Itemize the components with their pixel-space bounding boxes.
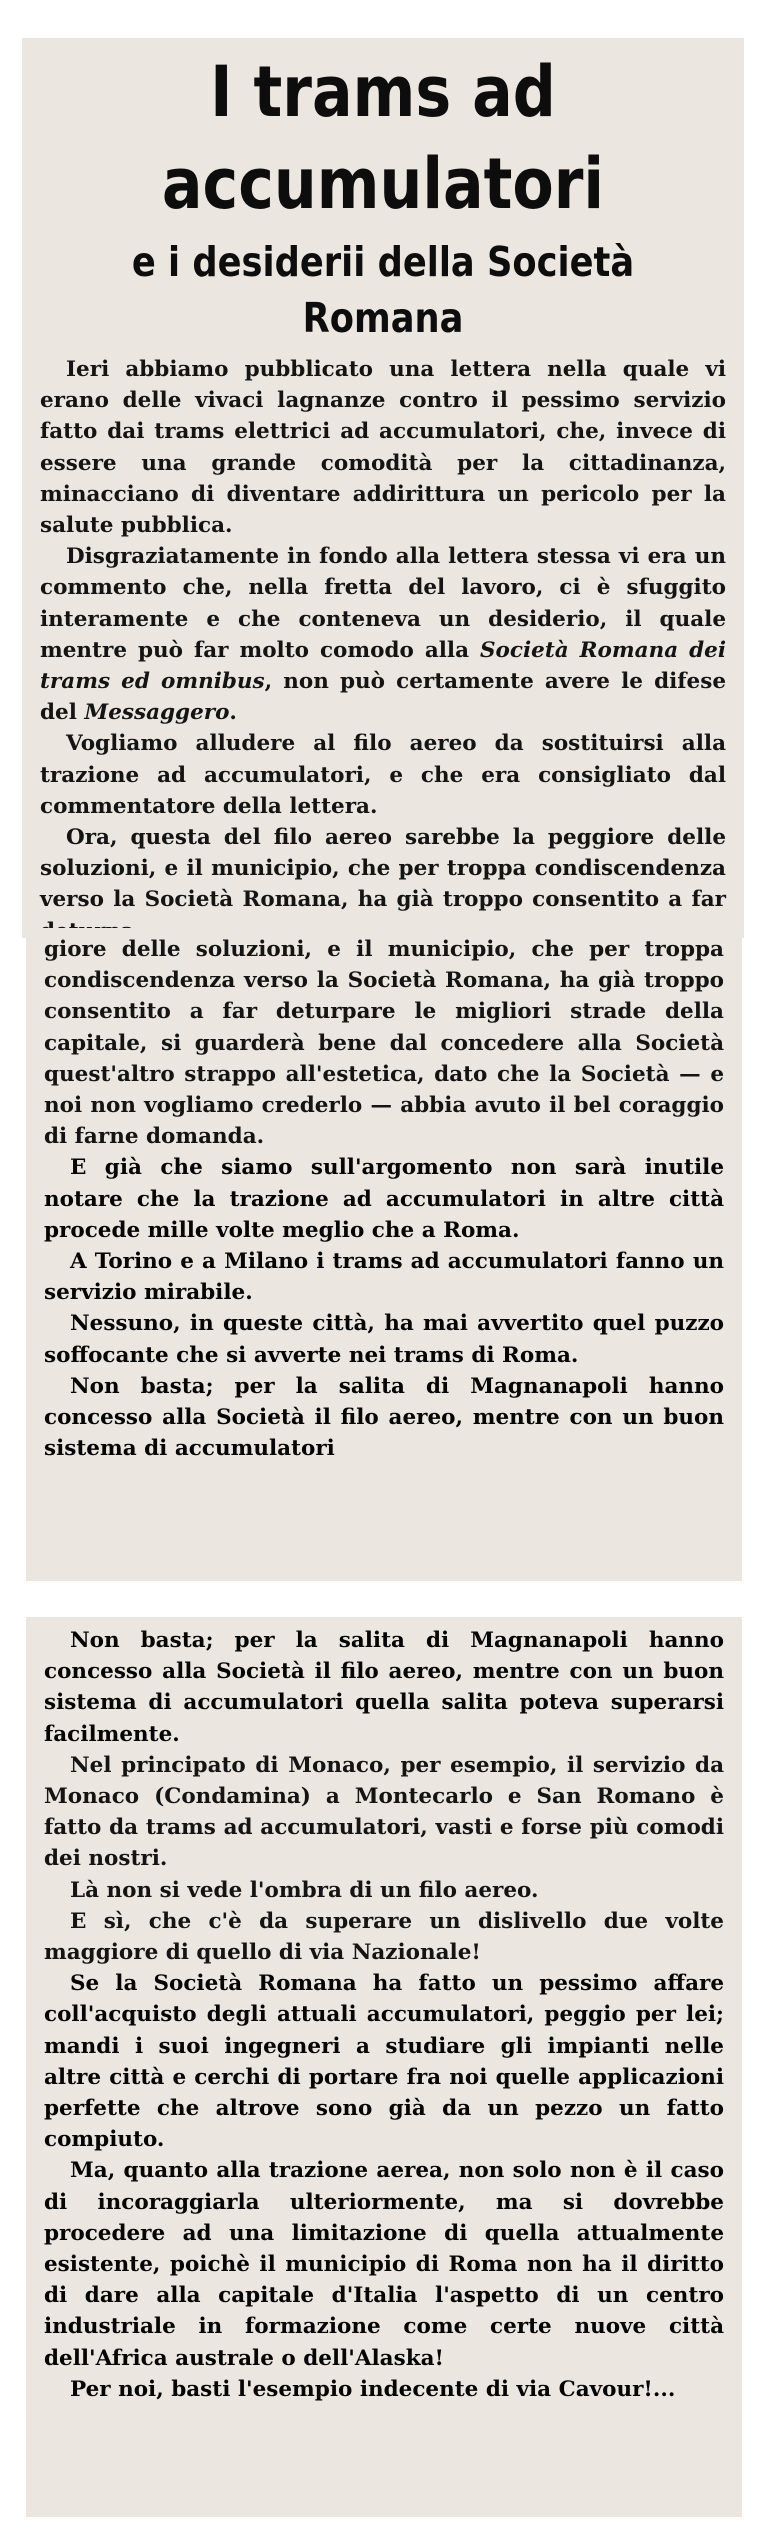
paragraph-text: Disgraziatamente in fondo alla lettera stessa vi era un commento che, nella fretta del lavoro, ci è sfuggito interamente e che conteneva un desiderio, il quale mentre può far molto comodo alla xyxy=(40,544,726,663)
newspaper-clipping-3 xyxy=(26,1617,742,2517)
paragraph-text: . xyxy=(229,700,237,726)
paragraph: E già che siamo sull'argomento non sarà inutile notare che la trazione ad accumulatori in altre città procede mille volte meglio che a Roma. xyxy=(44,1155,724,1243)
paragraph: Ieri abbiamo pubblicato una lettera nella quale vi erano delle vivaci lagnanze contro il pessimo servizio fatto dai trams elettrici ad accumulatori, che, invece di essere una grande comodità per la cittadinanza, minacciano di diventare addirittura un pericolo per la salute pubblica. xyxy=(40,357,726,539)
paragraph: Là non si vede l'ombra di un filo aereo. xyxy=(70,1877,539,1903)
paragraph: Per noi, basti l'esempio indecente di via Cavour!... xyxy=(70,2376,676,2402)
paragraph: Ma, quanto alla trazione aerea, non solo non è il caso di incoraggiarla ulteriormente, ma si dovrebbe procedere ad una limitazione di quella attualmente esistente, poichè il municipio di Roma non ha il diritto di dare alla capitale d'Italia l'aspetto di un centro industriale in formazione come certe nuove città dell'Africa australe o dell'Alaska! xyxy=(44,2158,724,2371)
paragraph: A Torino e a Milano i trams ad accumulatori fanno un servizio mirabile. xyxy=(44,1249,724,1306)
paragraph: E sì, che c'è da superare un dislivello due volte maggiore di quello di via Nazionale! xyxy=(44,1908,724,1966)
clipping-3-body xyxy=(26,1617,742,2405)
paragraph-text: , non può certamente avere le difese del xyxy=(40,669,726,726)
paragraph: Ora, questa del filo aereo sarebbe la peggiore delle soluzioni, e il municipio, che per troppa condiscendenza verso la Società Romana, ha già troppo consentito a far xyxy=(40,825,726,913)
paragraph: Non basta; per la salita di Magnanapoli hanno concesso alla Società il filo aereo, mentre con un buon sistema di accumulatori xyxy=(44,1373,724,1462)
clipping-1-body xyxy=(22,346,744,938)
newspaper-clipping-2 xyxy=(26,928,742,1581)
company-name-italic: Società Romana dei trams ed omnibus xyxy=(40,637,726,695)
newspaper-name-italic: Messaggero xyxy=(84,700,230,726)
paragraph: Vogliamo alludere al filo aereo da sostituirsi alla trazione ad accumulatori, e che era consigliato dal commentatore della lettera. xyxy=(40,731,726,819)
paragraph: giore delle soluzioni, e il municipio, che per troppa condiscendenza verso la Società Romana, ha già troppo consentito a far deturpare le migliori strade della capitale, si guarderà bene dal concedere alla Società quest'altro strappo all'estetica, dato che la Società — e noi non vogliamo crederlo — abbia avuto il bel coraggio di farne domanda. xyxy=(44,937,724,1150)
paragraph: Non basta; per la salita di Magnanapoli hanno concesso alla Società il filo aereo, mentre con un buon sistema di accumulatori quella salita poteva superarsi facilmente. xyxy=(44,1628,724,1747)
paragraph xyxy=(30,541,736,728)
paragraph: Se la Società Romana ha fatto un pessimo affare coll'acquisto degli attuali accumulatori, peggio per lei; mandi i suoi ingegneri a studiare gli impianti nelle altre città e cerchi di portare fra noi quelle applicazioni perfette che altrove sono già da un pezzo un fatto compiuto. xyxy=(44,1971,724,2153)
paragraph: Nessuno, in queste città, ha mai avvertito quel puzzo soffocante che si avverte nei trams di Roma. xyxy=(44,1311,724,1368)
article-title: I trams ad accumulatori xyxy=(161,51,605,225)
clipping-2-body xyxy=(26,928,742,1464)
article-subtitle: e i desiderii della Società Romana xyxy=(131,238,635,342)
paragraph: Nel principato di Monaco, per esempio, il servizio da Monaco (Condamina) a Montecarlo e San Romano è fatto da trams ad accumulatori, vasti e forse più comodi dei nostri. xyxy=(44,1752,724,1872)
newspaper-clipping-1 xyxy=(22,38,744,938)
